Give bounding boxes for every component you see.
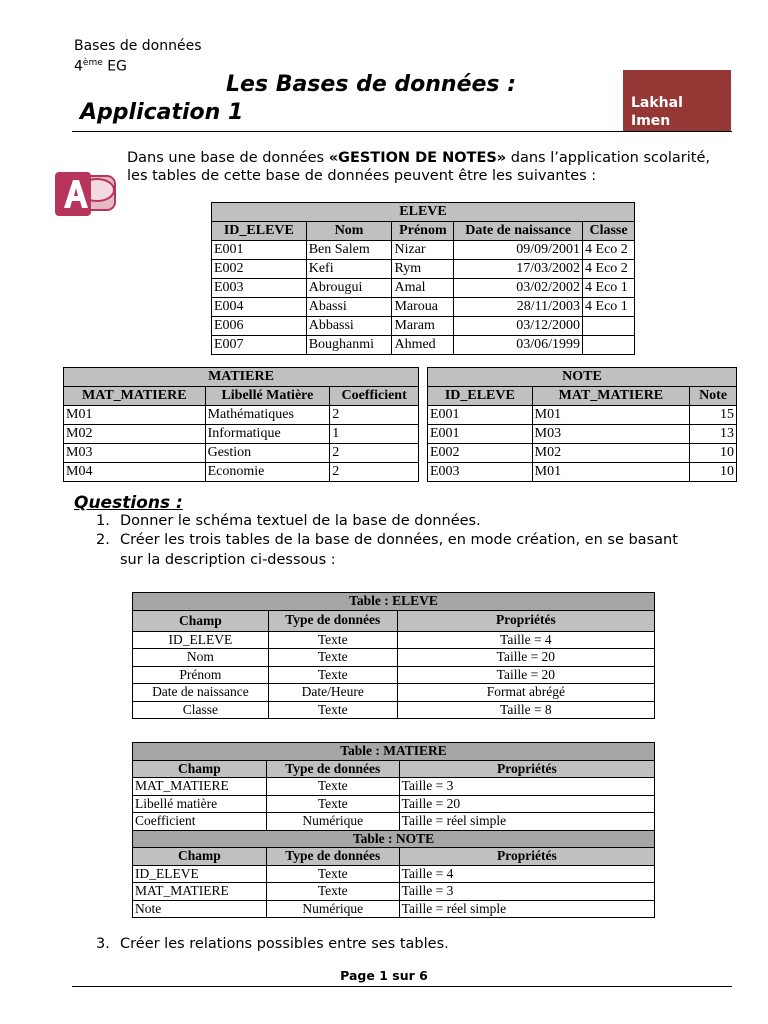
table-row: E001 M03 13 (428, 425, 737, 444)
column-header: Champ (133, 760, 267, 778)
column-header: Nom (306, 222, 392, 241)
author-last-name: Imen (631, 113, 671, 129)
table-row: Note Numérique Taille = réel simple (133, 900, 655, 918)
column-header: Coefficient (330, 387, 419, 406)
column-header: Type de données (268, 610, 397, 631)
structure-matiere-note-table (132, 742, 655, 918)
table-title: NOTE (428, 368, 737, 387)
table-row: Nom Texte Taille = 20 (133, 649, 655, 667)
table-row: E004 Abassi Maroua 28/11/2003 4 Eco 1 (212, 298, 635, 317)
column-header: Libellé Matière (205, 387, 330, 406)
column-header: Date de naissance (454, 222, 583, 241)
table-row: ID_ELEVE Texte Taille = 4 (133, 631, 655, 649)
table-row: E007 Boughanmi Ahmed 03/06/1999 (212, 336, 635, 355)
column-header: Prénom (392, 222, 454, 241)
header-divider (72, 131, 732, 132)
table-row: M02 Informatique 1 (64, 425, 419, 444)
class-level: 4ème EG (74, 58, 127, 75)
column-header: Note (690, 387, 737, 406)
table-title: Table : ELEVE (133, 593, 655, 611)
table-row: E002 Kefi Rym 17/03/2002 4 Eco 2 (212, 260, 635, 279)
question-3-number: 3. (96, 936, 110, 952)
footer-divider (72, 986, 732, 987)
table-row: M04 Economie 2 (64, 463, 419, 482)
question-1-number: 1. (96, 513, 110, 529)
table-row: Coefficient Numérique Taille = réel simple (133, 813, 655, 831)
column-header: Propriétés (397, 610, 654, 631)
note-table (427, 367, 737, 482)
table-row: Date de naissance Date/Heure Format abrégé (133, 684, 655, 702)
table-row: E001 Ben Salem Nizar 09/09/2001 4 Eco 2 (212, 241, 635, 260)
question-3: Créer les relations possibles entre ses tables. (120, 936, 449, 952)
table-title: Table : NOTE (133, 830, 655, 848)
access-logo-icon (53, 170, 125, 220)
column-header: Propriétés (399, 760, 654, 778)
column-header: Type de données (266, 760, 399, 778)
table-row: Prénom Texte Taille = 20 (133, 666, 655, 684)
table-row: M01 Mathématiques 2 (64, 406, 419, 425)
table-title: ELEVE (212, 203, 635, 222)
column-header: Champ (133, 848, 267, 866)
column-header: Champ (133, 610, 269, 631)
table-row: E002 M02 10 (428, 444, 737, 463)
column-header: Propriétés (399, 848, 654, 866)
table-row: ID_ELEVE Texte Taille = 4 (133, 865, 655, 883)
column-header: Classe (583, 222, 635, 241)
column-header: MAT_MATIERE (532, 387, 689, 406)
table-row: MAT_MATIERE Texte Taille = 3 (133, 778, 655, 796)
table-row: M03 Gestion 2 (64, 444, 419, 463)
page-subtitle: Application 1 (80, 100, 244, 125)
document-header (74, 38, 202, 76)
matiere-table (63, 367, 419, 482)
page-title: Les Bases de données : (226, 72, 516, 97)
question-2-line-1: Créer les trois tables de la base de données, en mode création, en se basant (120, 532, 678, 548)
author-first-name: Lakhal (631, 95, 683, 111)
eleve-table (211, 202, 635, 355)
question-2-line-2: sur la description ci-dessous : (120, 552, 336, 568)
column-header: ID_ELEVE (212, 222, 307, 241)
table-row: Classe Texte Taille = 8 (133, 701, 655, 719)
table-row: E006 Abbassi Maram 03/12/2000 (212, 317, 635, 336)
structure-eleve-table (132, 592, 655, 719)
table-row: MAT_MATIERE Texte Taille = 3 (133, 883, 655, 901)
questions-title: Questions : (74, 493, 183, 513)
column-header: MAT_MATIERE (64, 387, 206, 406)
column-header: ID_ELEVE (428, 387, 533, 406)
table-row: E001 M01 15 (428, 406, 737, 425)
column-header: Type de données (266, 848, 399, 866)
author-badge (623, 70, 731, 132)
table-row: E003 Abrougui Amal 03/02/2002 4 Eco 1 (212, 279, 635, 298)
page-number: Page 1 sur 6 (340, 968, 428, 983)
table-title: Table : MATIERE (133, 743, 655, 761)
table-row: Libellé matière Texte Taille = 20 (133, 795, 655, 813)
course-title: Bases de données (74, 38, 202, 54)
question-2-number: 2. (96, 532, 110, 548)
question-1: Donner le schéma textuel de la base de données. (120, 513, 481, 529)
table-row: E003 M01 10 (428, 463, 737, 482)
table-title: MATIERE (64, 368, 419, 387)
intro-paragraph: Dans une base de données «GESTION DE NOTES» dans l’application scolarité, les tables de cette base de données peuvent être les suivantes : (127, 150, 710, 184)
